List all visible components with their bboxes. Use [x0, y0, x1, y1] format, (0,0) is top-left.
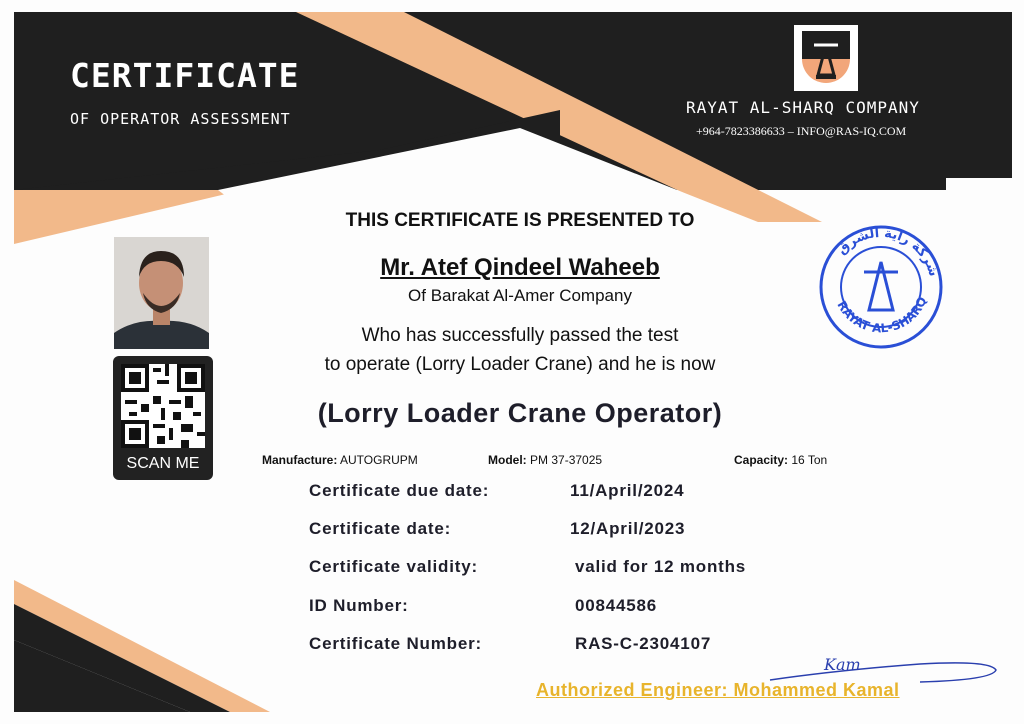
- manufacture-value: AUTOGRUPM: [340, 453, 418, 467]
- stamp-text-top: شركة راية الشرق: [834, 225, 941, 279]
- validity-label: Certificate validity:: [309, 557, 478, 576]
- qr-code: [121, 364, 205, 448]
- recipient-photo: [114, 237, 209, 349]
- scan-me-label: SCAN ME: [126, 455, 200, 472]
- recipient-name: Mr. Atef Qindeel Waheeb: [380, 254, 660, 281]
- certificate-date-value: 12/April/2023: [570, 519, 686, 538]
- manufacture-label: Manufacture:: [262, 453, 338, 467]
- passed-text-line1: Who has successfully passed the test: [361, 325, 679, 346]
- certificate-title: CERTIFICATE: [70, 56, 300, 95]
- certificate-number-value: RAS-C-2304107: [575, 634, 712, 653]
- capacity-spec: [734, 453, 827, 467]
- oil-derrick-logo-icon: [794, 25, 858, 91]
- passed-text-line2: to operate (Lorry Loader Crane) and he is now: [324, 354, 716, 375]
- qr-code-panel[interactable]: [113, 356, 213, 480]
- due-date-label: Certificate due date:: [309, 481, 490, 500]
- model-value: PM 37-37025: [530, 453, 603, 467]
- id-number-label: ID Number:: [309, 596, 409, 615]
- model-label: Model:: [488, 453, 527, 467]
- operator-role: (Lorry Loader Crane Operator): [317, 398, 723, 428]
- stamp-text-bottom: RAYAT AL-SHARQ: [834, 294, 930, 336]
- id-number-value: 00844586: [575, 596, 658, 615]
- certificate-number-label: Certificate Number:: [309, 634, 482, 653]
- company-contact: +964-7823386633 – INFO@RAS-IQ.COM: [696, 124, 907, 138]
- recipient-company: Of Barakat Al-Amer Company: [408, 286, 632, 305]
- validity-value: valid for 12 months: [575, 557, 747, 576]
- certificate-subtitle: OF OPERATOR ASSESSMENT: [70, 110, 291, 128]
- capacity-label: Capacity:: [734, 453, 789, 467]
- company-name: RAYAT AL-SHARQ COMPANY: [686, 98, 920, 117]
- signature-text: Kam: [824, 655, 861, 674]
- due-date-value: 11/April/2024: [570, 481, 685, 500]
- qr-code-icon: [121, 364, 205, 448]
- person-photo-icon: [114, 237, 209, 349]
- certificate-date-label: Certificate date:: [309, 519, 452, 538]
- capacity-value: 16 Ton: [791, 453, 828, 467]
- company-logo: [794, 25, 858, 91]
- presented-to-heading: THIS CERTIFICATE IS PRESENTED TO: [345, 210, 695, 231]
- authorized-engineer: Authorized Engineer: Mohammed Kamal: [536, 680, 900, 700]
- model-spec: [488, 453, 602, 467]
- manufacture-spec: [262, 453, 418, 467]
